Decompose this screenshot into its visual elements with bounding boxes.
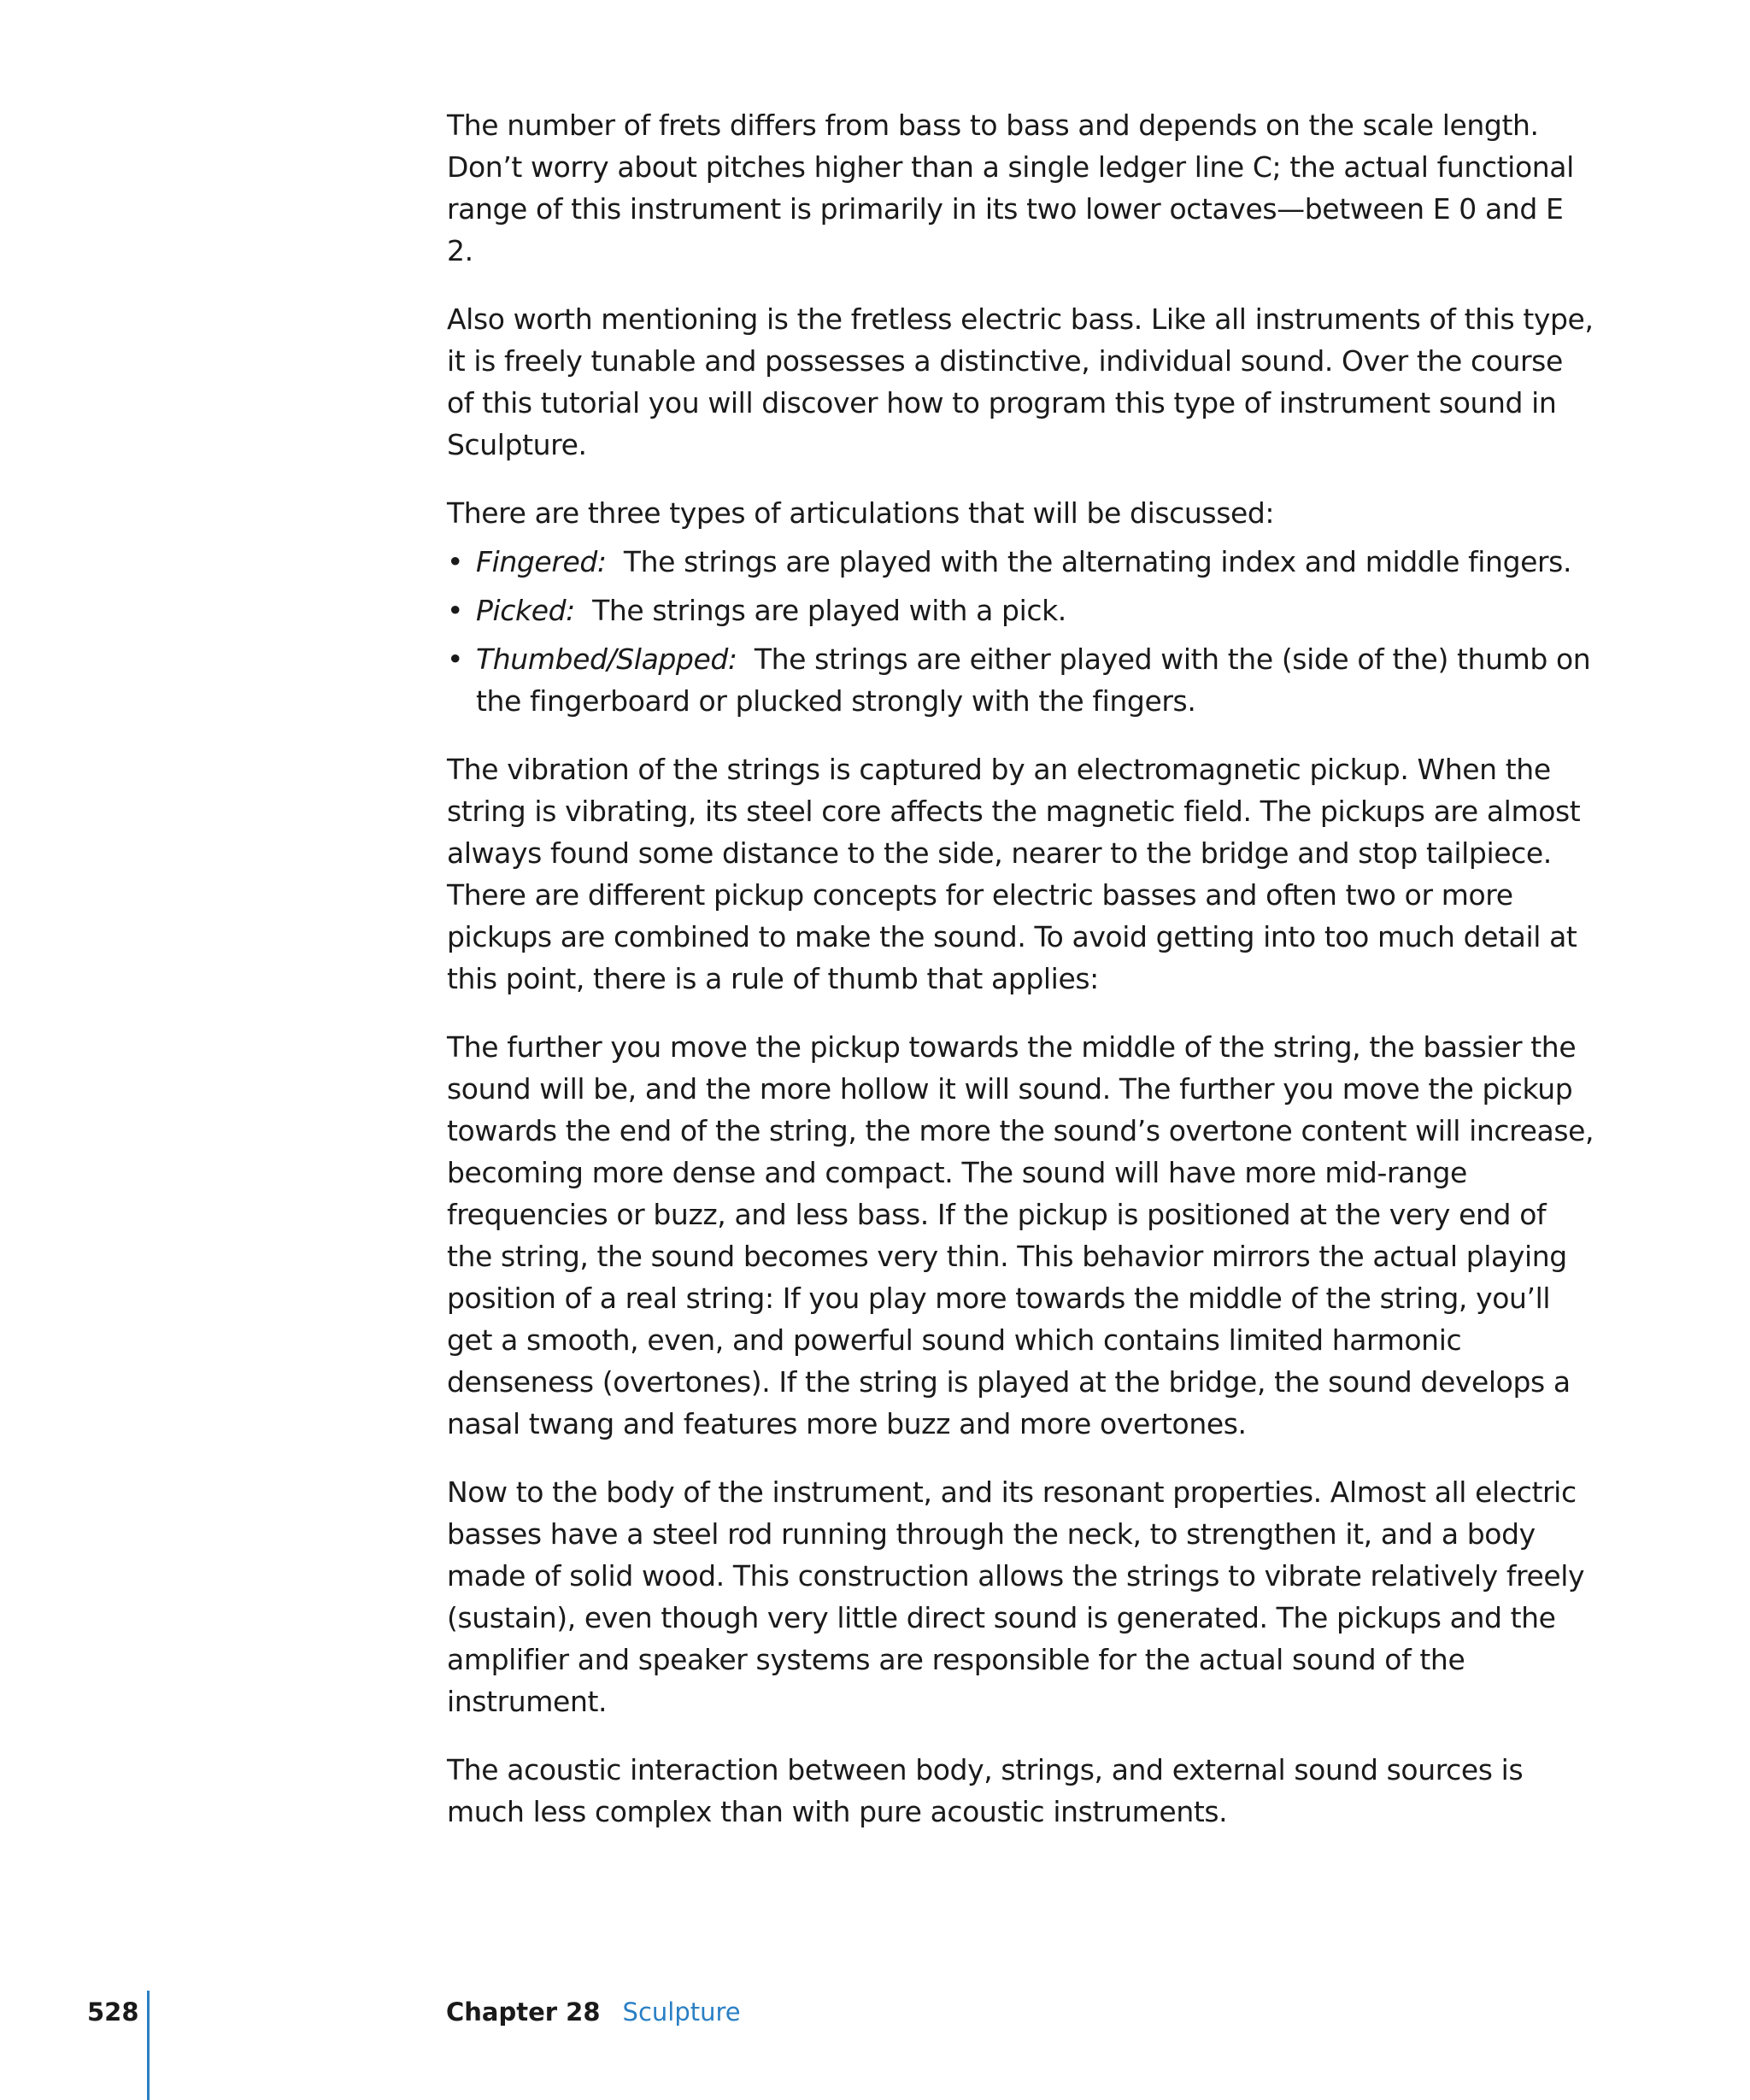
paragraph-articulations-intro: There are three types of articulations that will be discussed: — [447, 496, 1275, 530]
paragraph-pickup: The vibration of the strings is captured by an electromagnetic pickup. When the string is vibrating, its steel core affects the magnetic field. The pickups are almost always found some distance to the side, nearer to the bridge and stop tailpiece. There are different pickup concepts for electric basses and often two or more pickups are combined to make the sound. To avoid getting into too much detail at this point, there is a rule of thumb that applies: — [447, 753, 1581, 995]
list-item — [447, 590, 1596, 631]
paragraph-fret-count: The number of frets differs from bass to bass and depends on the scale length. Don’t worry about pitches higher than a single ledger line C; the actual functional range of this instrument is primarily in its two lower octaves—between E 0 and E 2. — [447, 109, 1574, 267]
chapter-footer — [446, 1997, 741, 2027]
articulation-description: The strings are played with the alternating index and middle fingers. — [623, 545, 1572, 578]
articulation-term: Thumbed/Slapped: — [476, 642, 737, 676]
articulation-term: Fingered: — [476, 545, 607, 578]
bullet-icon: • — [447, 545, 464, 578]
paragraph-body-resonance: Now to the body of the instrument, and its resonant properties. Almost all electric basses have a steel rod running through the neck, to strengthen it, and a body made of solid wood. This construction allows the strings to vibrate relatively freely (sustain), even though very little direct sound is generated. The pickups and the amplifier and speaker systems are responsible for the actual sound of the instrument. — [447, 1475, 1585, 1718]
articulation-description: The strings are played with a pick. — [592, 594, 1066, 627]
bullet-icon: • — [447, 642, 464, 676]
chapter-label: Chapter 28 — [446, 1997, 601, 2027]
footer-divider — [147, 1991, 150, 2100]
articulation-term: Picked: — [476, 594, 575, 627]
articulation-description: The strings are either played with the (side of the) thumb on the fingerboard or plucked strongly with the fingers. — [476, 642, 1591, 718]
page-number: 528 — [87, 1997, 139, 2027]
paragraph-pickup-position: The further you move the pickup towards the middle of the string, the bassier the sound will be, and the more hollow it will sound. The further you move the pickup towards the end of the string, the more the sound’s overtone content will increase, becoming more dense and compact. The sound will have more mid-range frequencies or buzz, and less bass. If the pickup is positioned at the very end of the string, the sound becomes very thin. This behavior mirrors the actual playing position of a real string: If you play more towards the middle of the string, you’ll get a smooth, even, and powerful sound which contains limited harmonic denseness (overtones). If the string is played at the bridge, the sound develops a nasal twang and features more buzz and more overtones. — [447, 1030, 1594, 1440]
paragraph-acoustic-interaction: The acoustic interaction between body, strings, and external sound sources is much less complex than with pure acoustic instruments. — [447, 1753, 1524, 1828]
paragraph-fretless-bass: Also worth mentioning is the fretless electric bass. Like all instruments of this type, it is freely tunable and possesses a distinctive, individual sound. Over the course of this tutorial you will discover how to program this type of instrument sound in Sculpture. — [447, 302, 1594, 461]
bullet-icon: • — [447, 594, 464, 627]
list-item — [447, 638, 1596, 722]
list-item — [447, 541, 1596, 583]
page-body — [447, 104, 1596, 1859]
articulations-list — [447, 541, 1596, 722]
chapter-title: Sculpture — [622, 1997, 741, 2027]
